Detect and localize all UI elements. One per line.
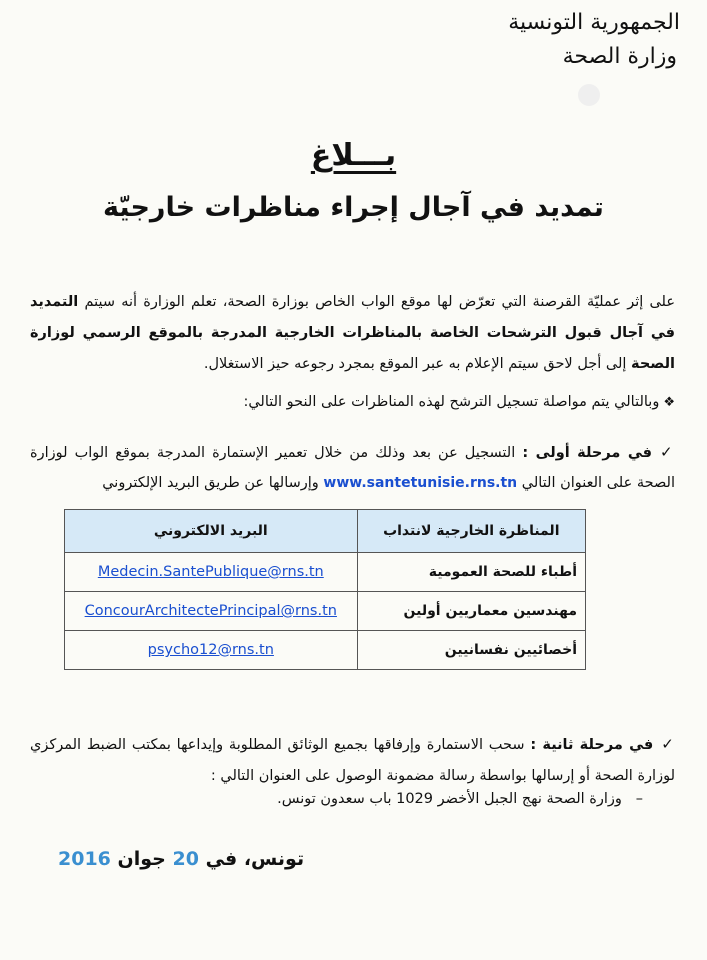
procedure-text: وبالتالي يتم مواصلة تسجيل الترشح لهذه المناظرات على النحو التالي:	[243, 394, 660, 410]
email-cell	[65, 592, 358, 631]
email-cell	[65, 631, 358, 670]
website-link[interactable]: www.santetunisie.rns.tn	[323, 475, 518, 491]
check-icon: ✓	[659, 443, 675, 461]
email-link[interactable]: psycho12@rns.tn	[147, 642, 274, 658]
check-icon: ✓	[661, 735, 676, 753]
intro-text-1: على إثر عمليّة القرصنة التي تعرّض لها موقع الواب الخاص بوزارة الصحة، تعلم الوزارة أنه سيتم	[84, 294, 675, 310]
table-row	[65, 631, 586, 670]
competition-cell: أخصائيين نفسانيين	[357, 631, 585, 670]
table-row	[65, 592, 586, 631]
competition-cell: أطباء للصحة العمومية	[357, 553, 585, 592]
intro-text-2: إلى أجل لاحق سيتم الإعلام به عبر الموقع بمجرد رجوعه حيز الاستغلال.	[203, 356, 627, 372]
table-header-row	[65, 510, 586, 553]
contact-table	[64, 509, 586, 670]
dash-icon: –	[621, 791, 643, 807]
email-link[interactable]: Medecin.SantePublique@rns.tn	[97, 564, 324, 580]
stamp-mark	[578, 84, 600, 106]
signoff-day: 20	[172, 848, 199, 870]
phase2-paragraph	[30, 729, 675, 792]
signoff	[58, 848, 304, 870]
header-country: الجمهورية التونسية	[508, 10, 680, 35]
email-cell	[65, 553, 358, 592]
competition-cell: مهندسين معماريين أولين	[357, 592, 585, 631]
phase1-text-2: وإرسالها عن طريق البريد الإلكتروني	[102, 475, 319, 491]
signoff-year: 2016	[58, 848, 111, 870]
phase2-label: في مرحلة ثانية :	[530, 737, 654, 753]
email-column-header: البريد الالكتروني	[65, 510, 358, 553]
header-ministry: وزارة الصحة	[562, 44, 677, 69]
diamond-bullet-icon: ❖	[663, 395, 675, 410]
email-link[interactable]: ConcourArchitectePrincipal@rns.tn	[84, 603, 337, 619]
signoff-month: جوان	[117, 848, 166, 870]
intro-bold-text: التمديد في آجال قبول الترشحات الخاصة بالمناظرات الخارجية المدرجة بالموقع الرسمي لوزارة الصحة	[30, 294, 675, 372]
address-text: وزارة الصحة نهج الجبل الأخضر 1029 باب سعدون تونس.	[277, 791, 622, 807]
announcement-title	[0, 138, 707, 173]
procedure-line	[30, 394, 675, 410]
phase1-label: في مرحلة أولى :	[522, 445, 652, 461]
phase2-text: سحب الاستمارة وإرفاقها بجميع الوثائق المطلوبة وإيداعها بمكتب الضبط المركزي لوزارة الصحة أو إرسالها بواسطة رسالة مضمونة الوصول على العنوان التالي :	[30, 737, 675, 784]
signoff-place: تونس، في	[205, 848, 305, 870]
address-line	[277, 791, 643, 807]
competition-column-header: المناظرة الخارجية لانتداب	[357, 510, 585, 553]
phase1-text-1: التسجيل عن بعد وذلك من خلال تعمير الإستمارة المدرجة بموقع الواب لوزارة الصحة على العنوان التالي	[30, 445, 675, 491]
phase1-paragraph	[30, 437, 675, 498]
subject-title: تمديد في آجال إجراء مناظرات خارجيّة	[103, 192, 604, 223]
table-row	[65, 553, 586, 592]
announcement-title-text: بـــلاغ	[310, 138, 397, 173]
intro-paragraph	[30, 287, 675, 380]
